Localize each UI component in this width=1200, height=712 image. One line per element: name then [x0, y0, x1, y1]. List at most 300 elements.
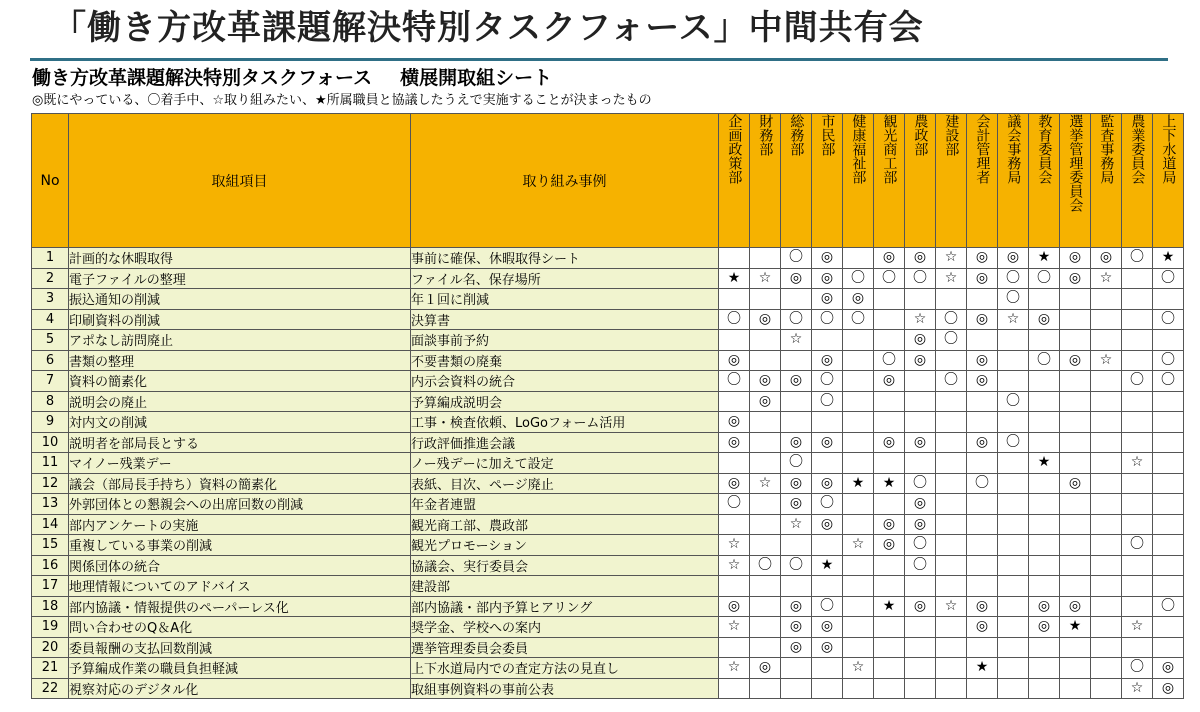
header-dept-label: 会計管理者: [974, 114, 991, 184]
status-mark: [1060, 453, 1091, 474]
status-mark: [781, 412, 812, 433]
status-mark: [1153, 432, 1184, 453]
status-mark: [998, 371, 1029, 392]
row-item: 説明会の廃止: [69, 391, 411, 412]
status-mark: ◎: [719, 473, 750, 494]
status-mark: [750, 248, 781, 269]
header-dept-label: 企画政策部: [726, 114, 743, 184]
status-mark: [843, 514, 874, 535]
status-mark: 〇: [812, 391, 843, 412]
header-no: No: [32, 114, 69, 248]
status-mark: [936, 658, 967, 679]
status-mark: 〇: [936, 330, 967, 351]
status-mark: 〇: [812, 596, 843, 617]
status-mark: [905, 453, 936, 474]
status-mark: [936, 535, 967, 556]
status-mark: ◎: [1060, 473, 1091, 494]
status-mark: ☆: [936, 268, 967, 289]
status-mark: [1060, 514, 1091, 535]
status-mark: [843, 494, 874, 515]
table-row: [32, 576, 1184, 597]
status-mark: ☆: [843, 658, 874, 679]
row-item: 振込通知の削減: [69, 289, 411, 310]
row-item: 説明者を部局長とする: [69, 432, 411, 453]
header-item: 取組項目: [69, 114, 411, 248]
status-mark: ◎: [750, 391, 781, 412]
status-mark: 〇: [998, 432, 1029, 453]
status-mark: ◎: [905, 350, 936, 371]
status-mark: [967, 494, 998, 515]
status-mark: [1060, 637, 1091, 658]
status-mark: ★: [719, 268, 750, 289]
row-example: 年１回に削減: [411, 289, 719, 310]
status-mark: [812, 412, 843, 433]
status-mark: ◎: [1060, 350, 1091, 371]
row-item: 書類の整理: [69, 350, 411, 371]
status-mark: ◎: [812, 248, 843, 269]
status-mark: 〇: [1122, 371, 1153, 392]
status-mark: ☆: [719, 555, 750, 576]
status-mark: [1029, 658, 1060, 679]
status-mark: [998, 350, 1029, 371]
row-number: 8: [32, 391, 69, 412]
table-row: [32, 453, 1184, 474]
header-dept-label: 監査事務局: [1098, 114, 1115, 184]
status-mark: ☆: [1091, 268, 1122, 289]
status-mark: [781, 658, 812, 679]
status-mark: [750, 412, 781, 433]
status-mark: [843, 432, 874, 453]
status-mark: 〇: [1153, 350, 1184, 371]
header-dept: [998, 114, 1029, 248]
status-mark: ◎: [967, 596, 998, 617]
status-mark: 〇: [1122, 248, 1153, 269]
status-mark: [1122, 637, 1153, 658]
status-mark: [781, 391, 812, 412]
status-mark: [750, 678, 781, 699]
status-mark: [750, 289, 781, 310]
status-mark: [1122, 350, 1153, 371]
status-mark: ◎: [781, 494, 812, 515]
row-example: 年金者連盟: [411, 494, 719, 515]
row-item: 電子ファイルの整理: [69, 268, 411, 289]
status-mark: 〇: [719, 309, 750, 330]
table-row: [32, 658, 1184, 679]
status-mark: [1060, 412, 1091, 433]
status-mark: [1153, 453, 1184, 474]
row-number: 17: [32, 576, 69, 597]
status-mark: [1029, 412, 1060, 433]
status-mark: ◎: [967, 248, 998, 269]
row-item: 委員報酬の支払回数削減: [69, 637, 411, 658]
status-mark: ◎: [750, 309, 781, 330]
status-mark: [1122, 555, 1153, 576]
status-mark: [874, 412, 905, 433]
status-mark: [843, 453, 874, 474]
status-mark: [998, 596, 1029, 617]
status-mark: [750, 596, 781, 617]
table-row: [32, 350, 1184, 371]
status-mark: [843, 391, 874, 412]
status-mark: [1122, 494, 1153, 515]
status-mark: ◎: [843, 289, 874, 310]
status-mark: ◎: [781, 432, 812, 453]
status-mark: [998, 678, 1029, 699]
table-row: [32, 330, 1184, 351]
table-row: [32, 248, 1184, 269]
row-number: 22: [32, 678, 69, 699]
status-mark: ◎: [812, 617, 843, 638]
row-item: 重複している事業の削減: [69, 535, 411, 556]
header-dept: [1060, 114, 1091, 248]
status-mark: [1029, 330, 1060, 351]
status-mark: ☆: [936, 248, 967, 269]
status-mark: 〇: [1153, 309, 1184, 330]
status-mark: ◎: [1029, 596, 1060, 617]
status-mark: ◎: [781, 371, 812, 392]
status-mark: [1060, 371, 1091, 392]
header-dept: [719, 114, 750, 248]
status-mark: ☆: [719, 617, 750, 638]
status-mark: [843, 371, 874, 392]
status-mark: [1060, 330, 1091, 351]
header-example: 取り組み事例: [411, 114, 719, 248]
sheet-title-right: 横展開取組シート: [400, 67, 553, 89]
status-mark: [936, 391, 967, 412]
status-mark: [1029, 637, 1060, 658]
status-mark: ★: [1153, 248, 1184, 269]
status-mark: [1091, 309, 1122, 330]
header-dept-label: 建設部: [943, 114, 960, 156]
status-mark: [905, 658, 936, 679]
status-mark: [936, 350, 967, 371]
status-mark: [1122, 289, 1153, 310]
status-mark: [812, 453, 843, 474]
status-mark: ◎: [905, 432, 936, 453]
row-number: 5: [32, 330, 69, 351]
status-mark: 〇: [936, 371, 967, 392]
status-mark: ☆: [843, 535, 874, 556]
status-mark: 〇: [1153, 596, 1184, 617]
status-mark: [843, 412, 874, 433]
row-number: 11: [32, 453, 69, 474]
row-example: 表紙、目次、ページ廃止: [411, 473, 719, 494]
initiative-table: [31, 113, 1184, 699]
status-mark: ◎: [967, 617, 998, 638]
status-mark: [1122, 391, 1153, 412]
status-mark: [812, 658, 843, 679]
status-mark: ◎: [750, 371, 781, 392]
row-number: 20: [32, 637, 69, 658]
row-example: 工事・検査依頼、LoGoフォーム活用: [411, 412, 719, 433]
status-mark: [936, 678, 967, 699]
status-mark: ◎: [812, 268, 843, 289]
row-example: 事前に確保、休暇取得シート: [411, 248, 719, 269]
status-mark: [874, 289, 905, 310]
row-number: 1: [32, 248, 69, 269]
status-mark: 〇: [936, 309, 967, 330]
status-mark: [843, 576, 874, 597]
status-mark: [1122, 268, 1153, 289]
status-mark: [1060, 535, 1091, 556]
status-mark: ◎: [967, 268, 998, 289]
status-mark: ◎: [1060, 268, 1091, 289]
row-number: 10: [32, 432, 69, 453]
status-mark: ◎: [812, 432, 843, 453]
header-dept: [905, 114, 936, 248]
header-dept-label: 財務部: [757, 114, 774, 156]
status-mark: [1029, 371, 1060, 392]
status-mark: [1060, 658, 1091, 679]
row-number: 12: [32, 473, 69, 494]
status-mark: ☆: [1122, 453, 1153, 474]
row-number: 2: [32, 268, 69, 289]
status-mark: 〇: [967, 473, 998, 494]
status-mark: [843, 596, 874, 617]
status-mark: [905, 391, 936, 412]
status-mark: ★: [1029, 453, 1060, 474]
status-mark: [967, 535, 998, 556]
row-item: 関係団体の統合: [69, 555, 411, 576]
status-mark: 〇: [905, 555, 936, 576]
status-mark: [750, 330, 781, 351]
status-mark: ☆: [1091, 350, 1122, 371]
table-row: [32, 535, 1184, 556]
status-mark: [936, 514, 967, 535]
status-mark: ◎: [967, 371, 998, 392]
status-mark: 〇: [874, 350, 905, 371]
status-mark: [1153, 637, 1184, 658]
status-mark: [1122, 514, 1153, 535]
row-number: 16: [32, 555, 69, 576]
header-dept: [781, 114, 812, 248]
legend-text: ◎既にやっている、〇着手中、☆取り組みたい、★所属職員と協議したうえで実施することが決まったもの: [32, 93, 652, 108]
status-mark: [874, 678, 905, 699]
status-mark: [1153, 535, 1184, 556]
status-mark: [1029, 576, 1060, 597]
row-number: 18: [32, 596, 69, 617]
row-example: 決算書: [411, 309, 719, 330]
header-dept-label: 市民部: [819, 114, 836, 156]
status-mark: ◎: [719, 596, 750, 617]
table-row: [32, 289, 1184, 310]
status-mark: ◎: [781, 596, 812, 617]
table-row: [32, 617, 1184, 638]
status-mark: [843, 617, 874, 638]
status-mark: [1153, 289, 1184, 310]
status-mark: ☆: [750, 268, 781, 289]
status-mark: [719, 330, 750, 351]
row-example: 不要書類の廃棄: [411, 350, 719, 371]
status-mark: [1060, 555, 1091, 576]
status-mark: ◎: [812, 289, 843, 310]
table-body: [32, 248, 1184, 699]
status-mark: 〇: [998, 289, 1029, 310]
status-mark: ★: [812, 555, 843, 576]
status-mark: [967, 678, 998, 699]
sheet-title-left: 働き方改革課題解決特別タスクフォース: [32, 67, 373, 89]
status-mark: ◎: [719, 432, 750, 453]
status-mark: ★: [1029, 248, 1060, 269]
status-mark: [905, 412, 936, 433]
slide-title: 「働き方改革課題解決特別タスクフォース」中間共有会: [52, 8, 924, 48]
header-dept: [967, 114, 998, 248]
status-mark: 〇: [998, 268, 1029, 289]
status-mark: [1122, 596, 1153, 617]
status-mark: ☆: [719, 535, 750, 556]
status-mark: [843, 637, 874, 658]
status-mark: [1091, 576, 1122, 597]
header-dept: [1091, 114, 1122, 248]
table-row: [32, 678, 1184, 699]
status-mark: [1060, 678, 1091, 699]
status-mark: [1091, 658, 1122, 679]
row-item: 外郭団体との懇親会への出席回数の削減: [69, 494, 411, 515]
row-number: 14: [32, 514, 69, 535]
status-mark: [1060, 309, 1091, 330]
row-example: 取組事例資料の事前公表: [411, 678, 719, 699]
status-mark: 〇: [905, 535, 936, 556]
status-mark: [750, 514, 781, 535]
status-mark: [1091, 514, 1122, 535]
status-mark: [936, 617, 967, 638]
header-dept-label: 選挙管理委員会: [1067, 114, 1084, 212]
status-mark: [874, 330, 905, 351]
status-mark: [967, 289, 998, 310]
status-mark: [1060, 494, 1091, 515]
status-mark: ◎: [719, 412, 750, 433]
status-mark: 〇: [750, 555, 781, 576]
status-mark: ◎: [905, 514, 936, 535]
status-mark: [1091, 494, 1122, 515]
status-mark: [750, 617, 781, 638]
status-mark: [781, 535, 812, 556]
status-mark: [936, 637, 967, 658]
header-dept-label: 教育委員会: [1036, 114, 1053, 184]
status-mark: ★: [1060, 617, 1091, 638]
status-mark: [781, 576, 812, 597]
status-mark: [1091, 453, 1122, 474]
row-example: ファイル名、保存場所: [411, 268, 719, 289]
status-mark: ◎: [874, 514, 905, 535]
row-example: 選挙管理委員会委員: [411, 637, 719, 658]
status-mark: [967, 412, 998, 433]
row-example: 内示会資料の統合: [411, 371, 719, 392]
table-row: [32, 391, 1184, 412]
status-mark: ☆: [905, 309, 936, 330]
status-mark: [1153, 617, 1184, 638]
status-mark: [1122, 576, 1153, 597]
status-mark: [1091, 289, 1122, 310]
status-mark: 〇: [874, 268, 905, 289]
status-mark: [781, 350, 812, 371]
status-mark: ◎: [1153, 678, 1184, 699]
status-mark: [750, 453, 781, 474]
row-number: 21: [32, 658, 69, 679]
header-dept: [1029, 114, 1060, 248]
row-number: 9: [32, 412, 69, 433]
row-number: 19: [32, 617, 69, 638]
row-number: 4: [32, 309, 69, 330]
status-mark: [812, 535, 843, 556]
row-example: 観光プロモーション: [411, 535, 719, 556]
status-mark: 〇: [812, 371, 843, 392]
status-mark: [781, 678, 812, 699]
row-example: ノー残デーに加えて設定: [411, 453, 719, 474]
status-mark: [812, 678, 843, 699]
status-mark: ★: [843, 473, 874, 494]
status-mark: [998, 514, 1029, 535]
status-mark: ★: [874, 473, 905, 494]
status-mark: [1122, 432, 1153, 453]
status-mark: [719, 576, 750, 597]
status-mark: [967, 391, 998, 412]
row-item: アポなし訪問廃止: [69, 330, 411, 351]
status-mark: 〇: [1153, 371, 1184, 392]
status-mark: ☆: [781, 330, 812, 351]
row-example: 行政評価推進会議: [411, 432, 719, 453]
header-dept: [750, 114, 781, 248]
status-mark: [750, 494, 781, 515]
row-item: 問い合わせのQ＆A化: [69, 617, 411, 638]
status-mark: [936, 412, 967, 433]
status-mark: [1153, 473, 1184, 494]
sheet-title: [32, 66, 552, 90]
status-mark: [719, 678, 750, 699]
status-mark: [719, 289, 750, 310]
status-mark: ◎: [781, 473, 812, 494]
status-mark: [1122, 330, 1153, 351]
status-mark: 〇: [1153, 268, 1184, 289]
status-mark: [1091, 617, 1122, 638]
status-mark: [1029, 289, 1060, 310]
status-mark: [936, 494, 967, 515]
status-mark: 〇: [1029, 268, 1060, 289]
status-mark: [1091, 637, 1122, 658]
status-mark: [1091, 596, 1122, 617]
status-mark: [1091, 473, 1122, 494]
row-item: 視察対応のデジタル化: [69, 678, 411, 699]
status-mark: [750, 432, 781, 453]
status-mark: ☆: [750, 473, 781, 494]
status-mark: 〇: [719, 371, 750, 392]
status-mark: ◎: [812, 514, 843, 535]
status-mark: ◎: [1060, 248, 1091, 269]
status-mark: [719, 514, 750, 535]
row-item: 地理情報についてのアドバイス: [69, 576, 411, 597]
status-mark: [1091, 391, 1122, 412]
status-mark: [1153, 555, 1184, 576]
table-header-row: [32, 114, 1184, 248]
status-mark: [967, 555, 998, 576]
status-mark: [843, 248, 874, 269]
row-example: 奨学金、学校への案内: [411, 617, 719, 638]
table-row: [32, 371, 1184, 392]
header-dept: [812, 114, 843, 248]
status-mark: [936, 453, 967, 474]
status-mark: [1060, 576, 1091, 597]
status-mark: 〇: [719, 494, 750, 515]
table-row: [32, 494, 1184, 515]
status-mark: [874, 555, 905, 576]
status-mark: [905, 289, 936, 310]
status-mark: [1091, 678, 1122, 699]
row-example: 予算編成説明会: [411, 391, 719, 412]
table-row: [32, 596, 1184, 617]
table-row: [32, 473, 1184, 494]
status-mark: ☆: [781, 514, 812, 535]
status-mark: ◎: [874, 371, 905, 392]
